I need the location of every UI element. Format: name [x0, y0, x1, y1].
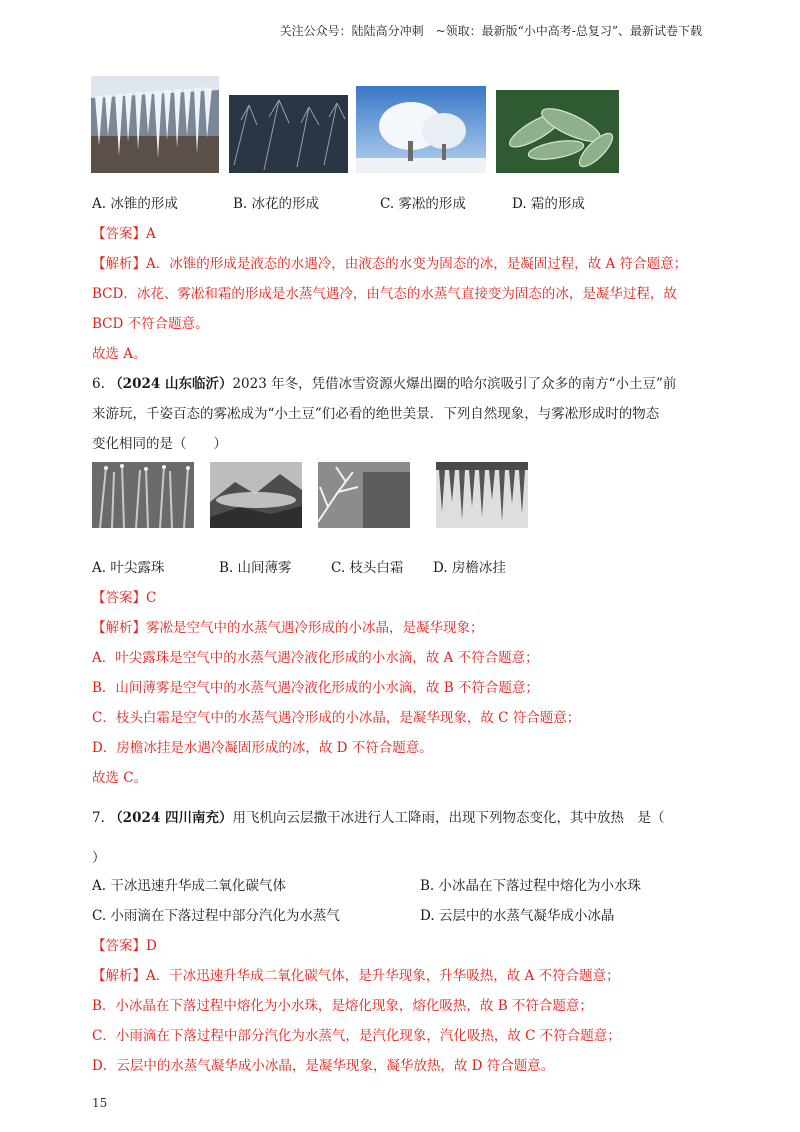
- q6-stem-line: 来游玩，千姿百态的雾凇成为“小土豆”们必看的绝世美景．下列自然现象，与雾凇形成时的物态: [92, 406, 660, 422]
- q5-analysis-line: 【解析】A．冰锥的形成是液态的水遇冷，由液态的水变为固态的冰，是凝固过程，故 A 符合题意；: [92, 256, 688, 272]
- q6-analysis-line: 【解析】雾凇是空气中的水蒸气遇冷形成的小冰晶，是凝华现象；: [92, 620, 484, 636]
- q6-stem-text: 2023 年冬，凭借冰雪资源火爆出圈的哈尔滨吸引了众多的南方“小土豆”前: [232, 376, 677, 392]
- q5-option-d: D. 霜的形成: [512, 196, 585, 212]
- q7-answer: 【答案】D: [92, 938, 157, 954]
- mountain-mist-photo: [210, 462, 302, 528]
- q7-option-d: D. 云层中的水蒸气凝华成小冰晶: [420, 908, 615, 924]
- q5-analysis-line: BCD 不符合题意。: [92, 316, 209, 332]
- q7-stem-text: 用飞机向云层撒干冰进行人工降雨，出现下列物态变化，其中放热 是（: [232, 810, 665, 826]
- q6-number: 6.: [92, 376, 105, 392]
- q7-stem-line: ）: [92, 850, 106, 866]
- q6-choose: 故选 C。: [92, 770, 148, 786]
- q7-analysis-line: D．云层中的水蒸气凝华成小冰晶，是凝华现象，凝华放热，故 D 符合题意。: [92, 1058, 555, 1074]
- q6-option-b: B. 山间薄雾: [219, 560, 292, 576]
- q7-option-b: B. 小冰晶在下落过程中熔化为小水珠: [420, 878, 642, 894]
- q5-analysis-line: BCD．冰花、雾凇和霜的形成是水蒸气遇冷，由气态的水蒸气直接变为固态的冰，是凝华过程，故: [92, 286, 677, 302]
- q6-answer: 【答案】C: [92, 590, 157, 606]
- q5-option-a: A. 冰锥的形成: [92, 196, 178, 212]
- ice-flower-photo: [229, 95, 348, 173]
- q6-option-d: D. 房檐冰挂: [433, 560, 506, 576]
- q7-analysis-line: C．小雨滴在下落过程中部分汽化为水蒸气，是汽化现象，汽化吸热，故 C 不符合题意；: [92, 1028, 621, 1044]
- rime-tree-photo: [356, 86, 486, 173]
- q7-number: 7.: [92, 810, 105, 826]
- q7-stem-line-1: [92, 806, 664, 826]
- q6-option-a: A. 叶尖露珠: [92, 560, 165, 576]
- q6-stem-line: 变化相同的是（ ）: [92, 436, 227, 452]
- leaf-dew-photo: [92, 462, 194, 528]
- q7-option-c: C. 小雨滴在下落过程中部分汽化为水蒸气: [92, 908, 340, 924]
- q7-option-a: A. 干冰迅速升华成二氧化碳气体: [92, 878, 286, 894]
- q6-analysis-line: B．山间薄雾是空气中的水蒸气遇冷液化形成的小水滴，故 B 不符合题意；: [92, 680, 539, 696]
- page-header: 关注公众号：陆陆高分冲刺 ~领取：最新版“小中高考-总复习”、最新试卷下载: [279, 24, 702, 38]
- q5-choose: 故选 A。: [92, 346, 147, 362]
- q6-analysis-line: D．房檐冰挂是水遇冷凝固形成的冰，故 D 不符合题意。: [92, 740, 433, 756]
- branch-frost-photo: [318, 462, 410, 528]
- q5-answer: 【答案】A: [92, 226, 156, 242]
- q6-analysis-line: A．叶尖露珠是空气中的水蒸气遇冷液化形成的小水滴，故 A 不符合题意；: [92, 650, 539, 666]
- icicle-eaves-photo: [91, 76, 219, 173]
- q7-analysis-line: B．小冰晶在下落过程中熔化为小水珠，是熔化现象，熔化吸热，故 B 不符合题意；: [92, 998, 593, 1014]
- q6-analysis-line: C．枝头白霜是空气中的水蒸气遇冷形成的小冰晶，是凝华现象，故 C 符合题意；: [92, 710, 581, 726]
- q6-option-c: C. 枝头白霜: [331, 560, 404, 576]
- frost-leaf-photo: [496, 90, 619, 173]
- eaves-icicle-photo: [436, 462, 528, 528]
- q5-option-c: C. 雾凇的形成: [380, 196, 466, 212]
- q6-source: （2024 山东临沂）: [109, 376, 233, 392]
- page-number: 15: [92, 1096, 108, 1110]
- q5-option-b: B. 冰花的形成: [233, 196, 320, 212]
- q7-source: （2024 四川南充）: [109, 810, 233, 826]
- q7-analysis-line: 【解析】A．干冰迅速升华成二氧化碳气体，是升华现象，升华吸热，故 A 不符合题意；: [92, 968, 620, 984]
- q6-stem-line-1: [92, 372, 676, 392]
